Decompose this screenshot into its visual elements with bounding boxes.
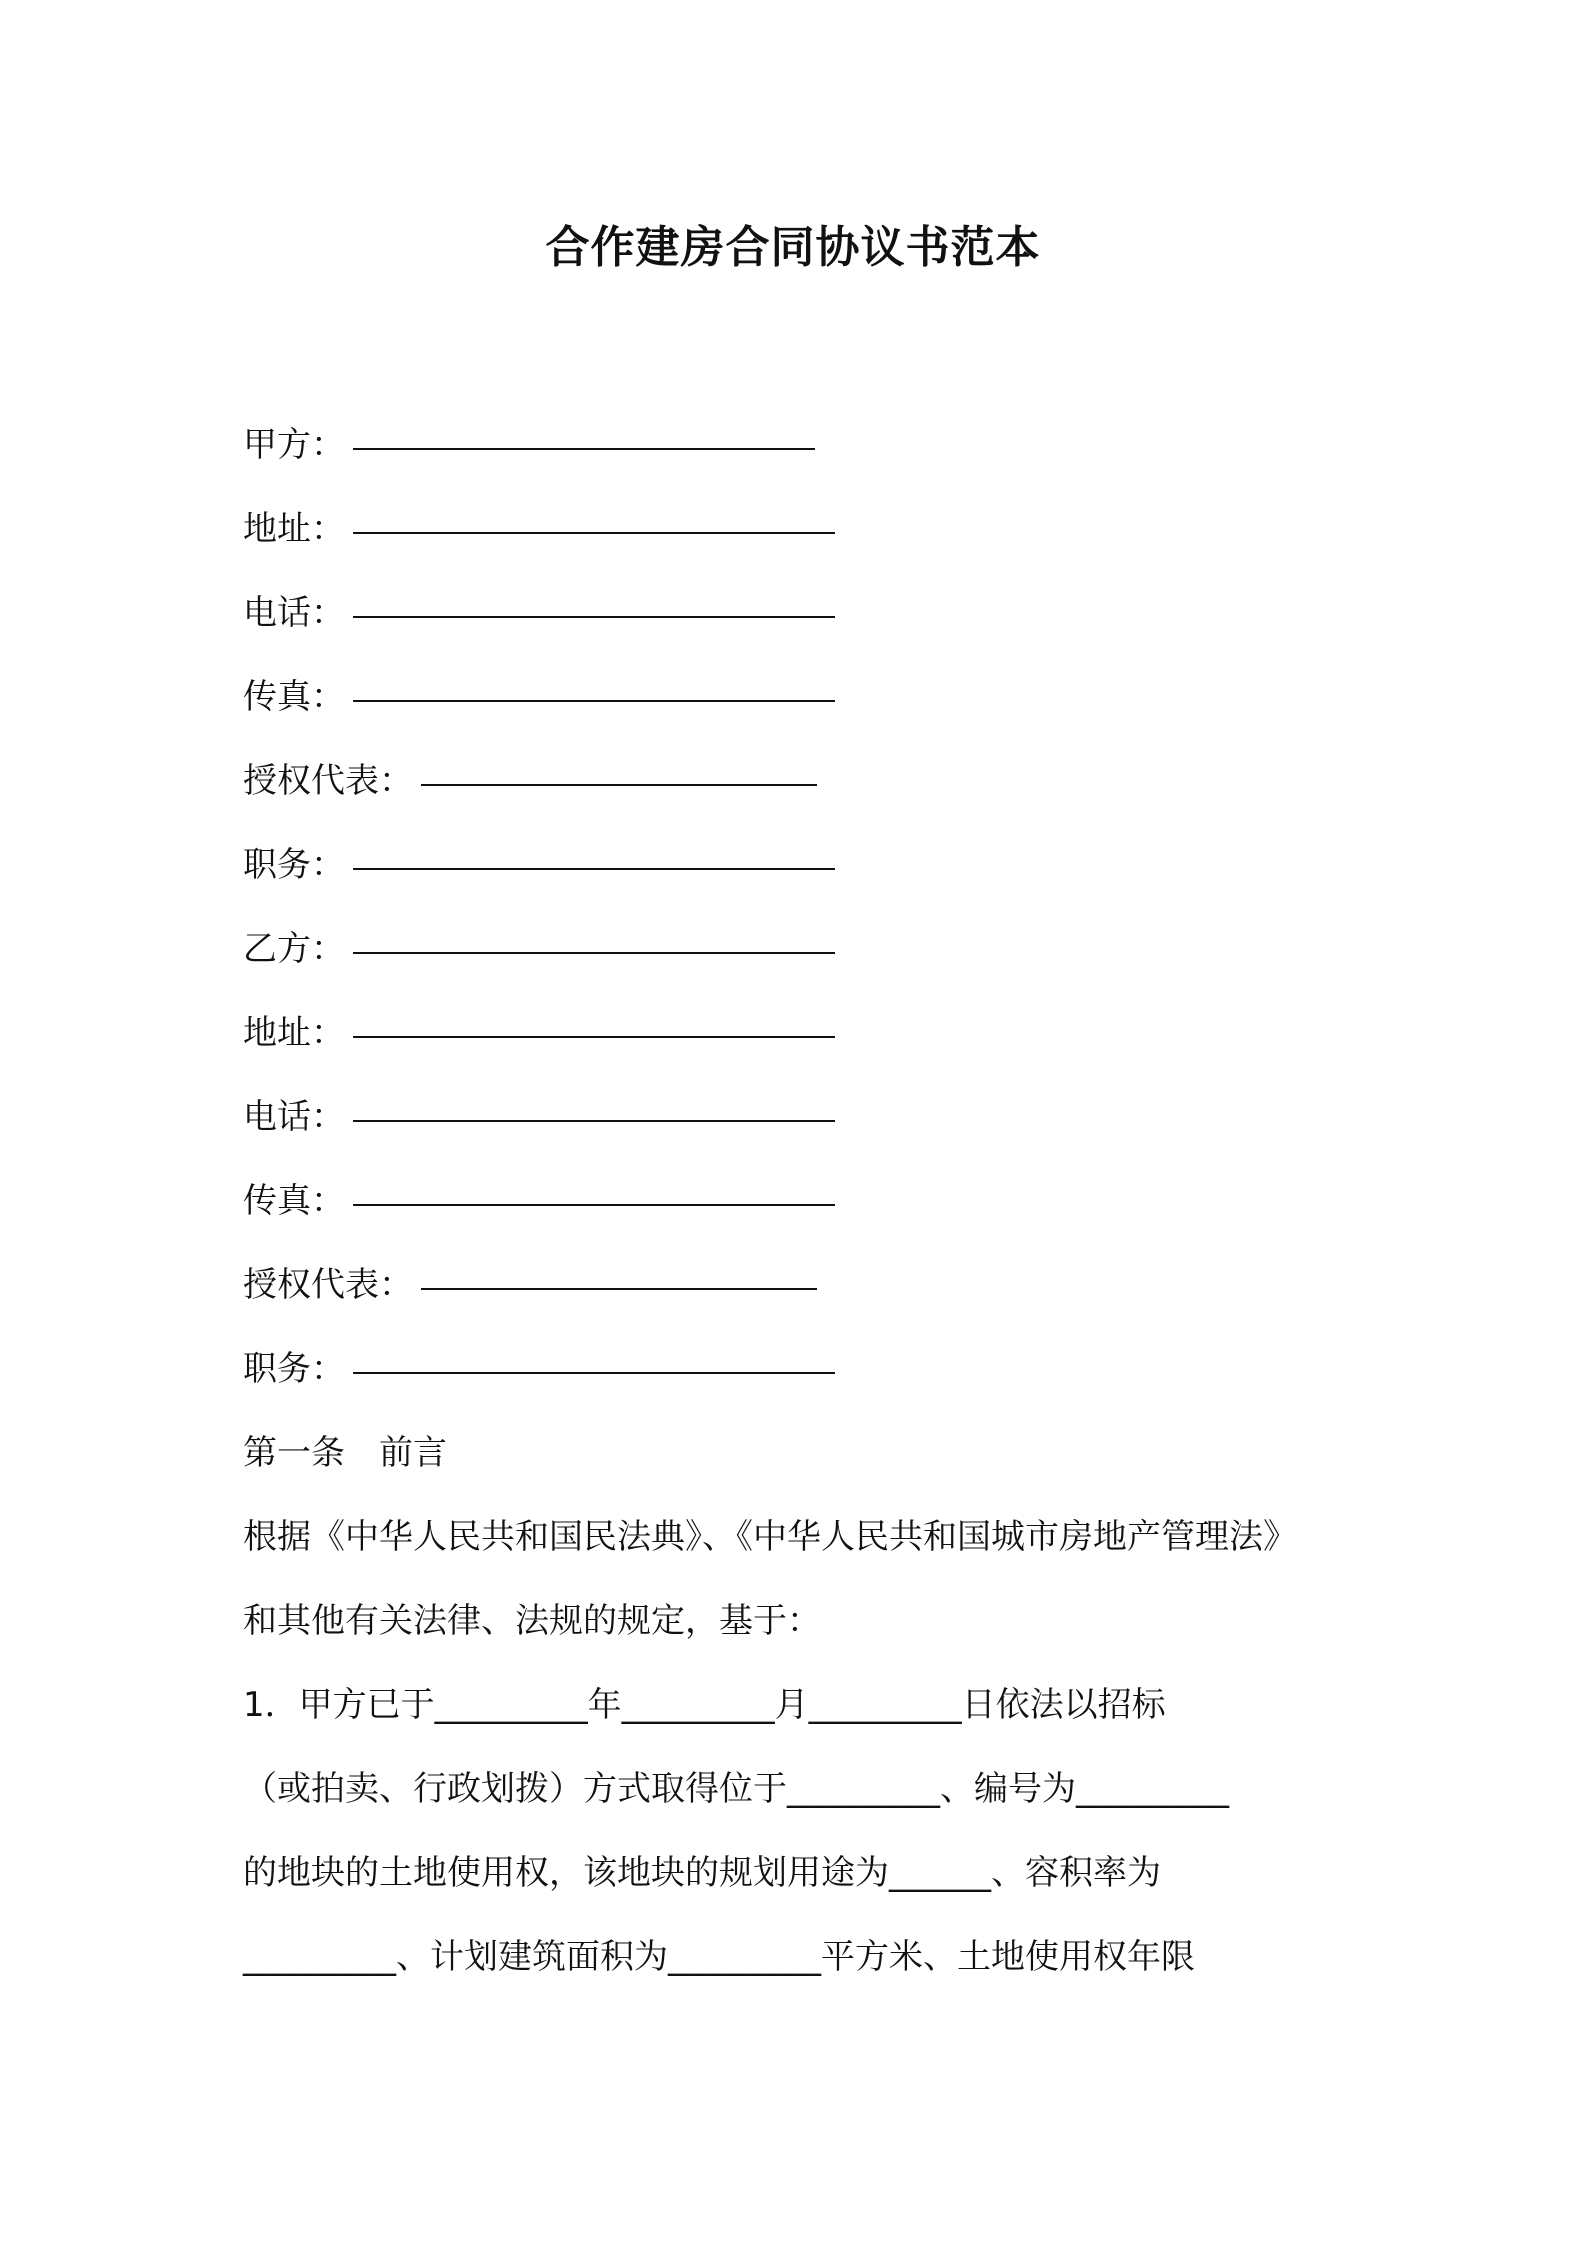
party-b-name-blank xyxy=(353,924,835,954)
party-b-phone-label: 电话： xyxy=(243,1097,345,1137)
party-b-representative-label: 授权代表： xyxy=(243,1265,413,1305)
party-b-phone-blank xyxy=(353,1092,835,1122)
party-a-representative-field xyxy=(243,739,835,823)
article-1-heading: 第一条 前言 xyxy=(243,1433,447,1473)
article-1-line: 的地块的土地使用权，该地块的规划用途为______、容积率为 xyxy=(243,1853,1161,1893)
article-1-line: 根据《中华人民共和国民法典》、《中华人民共和国城市房地产管理法》 xyxy=(243,1517,1297,1557)
party-a-representative-label: 授权代表： xyxy=(243,761,413,801)
party-a-title-field xyxy=(243,823,835,907)
party-b-representative-field xyxy=(243,1243,835,1327)
article-1-line: 1．甲方已于_________年_________月_________日依法以招标 xyxy=(243,1685,1166,1725)
party-b-representative-blank xyxy=(421,1260,817,1290)
party-info-fields xyxy=(243,403,835,1411)
party-b-title-label: 职务： xyxy=(243,1349,345,1389)
party-a-address-blank xyxy=(353,504,835,534)
party-a-phone-field xyxy=(243,571,835,655)
party-b-address-field xyxy=(243,991,835,1075)
party-a-name-blank xyxy=(353,420,815,450)
party-b-address-blank xyxy=(353,1008,835,1038)
party-b-name-field xyxy=(243,907,835,991)
party-a-title-label: 职务： xyxy=(243,845,345,885)
party-a-phone-label: 电话： xyxy=(243,593,345,633)
party-a-address-label: 地址： xyxy=(243,509,345,549)
party-b-fax-label: 传真： xyxy=(243,1181,345,1221)
party-b-title-field xyxy=(243,1327,835,1411)
party-b-name-label: 乙方： xyxy=(243,929,345,969)
party-a-address-field xyxy=(243,487,835,571)
party-b-fax-field xyxy=(243,1159,835,1243)
article-1-body xyxy=(243,1495,1359,1999)
party-a-fax-field xyxy=(243,655,835,739)
party-a-phone-blank xyxy=(353,588,835,618)
party-a-fax-blank xyxy=(353,672,835,702)
party-b-address-label: 地址： xyxy=(243,1013,345,1053)
party-b-phone-field xyxy=(243,1075,835,1159)
party-a-fax-label: 传真： xyxy=(243,677,345,717)
document-title: 合作建房合同协议书范本 xyxy=(545,222,1041,273)
article-1-line: 和其他有关法律、法规的规定，基于： xyxy=(243,1601,821,1641)
party-b-fax-blank xyxy=(353,1176,835,1206)
article-1-line: （或拍卖、行政划拨）方式取得位于_________、编号为_________ xyxy=(243,1769,1229,1809)
party-b-title-blank xyxy=(353,1344,835,1374)
party-a-name-label: 甲方： xyxy=(243,425,345,465)
party-a-title-blank xyxy=(353,840,835,870)
article-1-line: _________、计划建筑面积为_________平方米、土地使用权年限 xyxy=(243,1937,1195,1977)
party-a-name-field xyxy=(243,403,835,487)
party-a-representative-blank xyxy=(421,756,817,786)
